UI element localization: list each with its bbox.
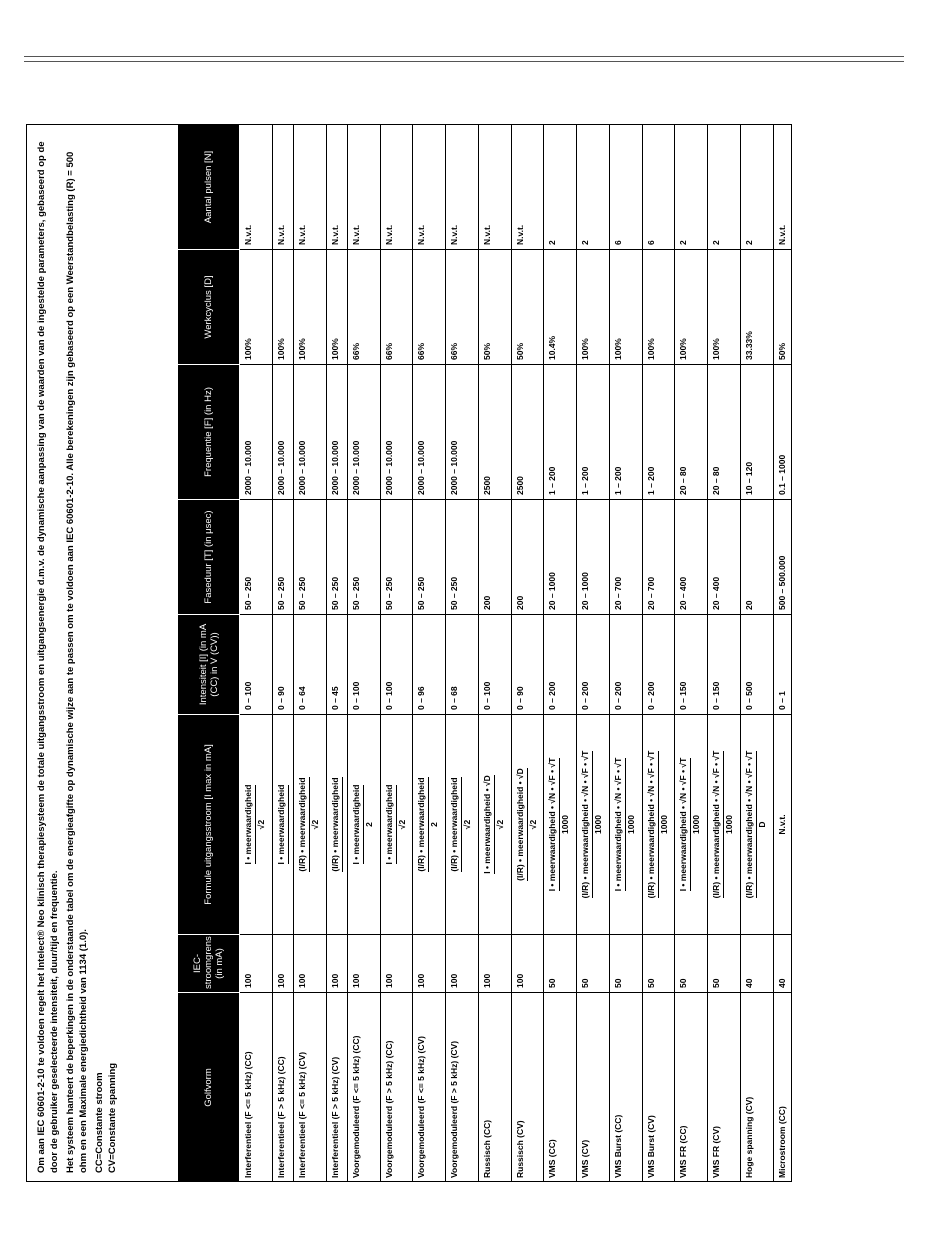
cell-aantal-pulsen: N.v.t.	[446, 125, 479, 250]
cell-aantal-pulsen: N.v.t.	[326, 125, 347, 250]
cell-faseduur: 500 – 500.000	[773, 500, 792, 615]
cell-faseduur: 50 – 250	[293, 500, 326, 615]
table-row	[675, 125, 708, 1183]
cell-intensiteit: 0 – 64	[293, 615, 326, 715]
intro-paragraph-2: Het systeem hanteert de beperkingen in de onderstaande tabel om de energieafgifte op dynamische wijze aan te passen om te voldoen aan IEC 60601-2-10. Alle berekeningen zijn gebaseerd op een Weerstandbelasting (R) = 500 ohm en een Maximale energiedichtheid van 1134 (1.0).	[65, 151, 89, 1173]
cell-frequentie: 20 – 80	[675, 365, 708, 500]
cell-golfvorm: Russisch (CV)	[511, 993, 544, 1183]
cell-formule	[708, 715, 741, 935]
cell-frequentie: 1 – 200	[577, 365, 610, 500]
formula-denominator: √2	[494, 819, 505, 830]
cell-aantal-pulsen: 2	[708, 125, 741, 250]
cell-werkcyclus: 50%	[511, 250, 544, 365]
header-aantal-pulsen: Aantal pulsen [N]	[178, 125, 240, 250]
cell-formule	[272, 715, 293, 935]
cell-werkcyclus: 66%	[413, 250, 446, 365]
formula-denominator: √2	[396, 819, 407, 830]
cell-werkcyclus: 66%	[446, 250, 479, 365]
cell-iec-stroomgrens: 100	[240, 935, 273, 993]
cell-intensiteit: 0 – 200	[609, 615, 642, 715]
formula-denominator: √2	[256, 819, 266, 830]
cell-faseduur: 20 – 700	[642, 500, 675, 615]
abbreviation-cv: CV=Constante spanning	[107, 1062, 118, 1173]
formula-denominator: 1000	[724, 815, 735, 834]
formula-numerator: I • meerwaardigheid • √N • √F • √T	[613, 758, 626, 892]
cell-iec-stroomgrens: 100	[511, 935, 544, 993]
cell-frequentie: 10 – 120	[741, 365, 774, 500]
header-golfvorm: Golfvorm	[178, 993, 240, 1183]
cell-formule	[380, 715, 413, 935]
cell-intensiteit: 0 – 200	[544, 615, 577, 715]
cell-werkcyclus: 50%	[478, 250, 511, 365]
table-row	[413, 125, 446, 1183]
cell-aantal-pulsen: 2	[544, 125, 577, 250]
cell-golfvorm: Voorgemoduleerd (F <= 5 kHz) (CC)	[347, 993, 380, 1183]
cell-golfvorm: Interferentieel (F <= 5 kHz) (CC)	[240, 993, 273, 1183]
cell-werkcyclus: 100%	[577, 250, 610, 365]
cell-formule	[478, 715, 511, 935]
cell-frequentie: 20 – 80	[708, 365, 741, 500]
cell-iec-stroomgrens: 50	[577, 935, 610, 993]
cell-frequentie: 2000 – 10.000	[272, 365, 293, 500]
table-row	[326, 125, 347, 1183]
formula-numerator: (I/R) • meerwaardigheid • √D	[515, 768, 528, 881]
cell-formule	[741, 715, 774, 935]
cell-aantal-pulsen: 2	[741, 125, 774, 250]
cell-faseduur: 20	[741, 500, 774, 615]
cell-frequentie: 2000 – 10.000	[293, 365, 326, 500]
cell-aantal-pulsen: N.v.t.	[347, 125, 380, 250]
formula-denominator: 1000	[625, 815, 636, 834]
cell-werkcyclus: 66%	[380, 250, 413, 365]
limits-table	[177, 124, 792, 1182]
cell-golfvorm: Interferentieel (F > 5 kHz) (CV)	[326, 993, 347, 1183]
cell-iec-stroomgrens: 50	[675, 935, 708, 993]
cell-faseduur: 50 – 250	[272, 500, 293, 615]
header-werkcyclus: Werkcyclus [D]	[178, 250, 240, 365]
formula-text: N.v.t.	[776, 814, 787, 835]
cell-frequentie: 2000 – 10.000	[326, 365, 347, 500]
cell-formule	[293, 715, 326, 935]
cell-golfvorm: VMS Burst (CC)	[609, 993, 642, 1183]
cell-frequentie: 2000 – 10.000	[446, 365, 479, 500]
cell-iec-stroomgrens: 40	[741, 935, 774, 993]
table-row	[272, 125, 293, 1183]
formula-numerator: I • meerwaardigheid • √N • √F • √T	[547, 758, 560, 892]
cell-golfvorm: Russisch (CC)	[478, 993, 511, 1183]
formula-numerator: I • meerwaardigheid	[384, 785, 397, 865]
cell-golfvorm: VMS FR (CV)	[708, 993, 741, 1183]
cell-werkcyclus: 100%	[642, 250, 675, 365]
cell-intensiteit: 0 – 100	[478, 615, 511, 715]
table-row	[347, 125, 380, 1183]
formula-numerator: I • meerwaardigheid	[243, 785, 256, 865]
cell-iec-stroomgrens: 100	[326, 935, 347, 993]
cell-iec-stroomgrens: 100	[478, 935, 511, 993]
cell-werkcyclus: 10.4%	[544, 250, 577, 365]
cell-golfvorm: Microstroom (CC)	[773, 993, 792, 1183]
intro-block	[27, 125, 177, 1182]
cell-faseduur: 200	[511, 500, 544, 615]
formula-denominator: 1000	[593, 815, 604, 834]
table-header-row	[178, 125, 240, 1183]
cell-golfvorm: Hoge spanning (CV)	[741, 993, 774, 1183]
cell-iec-stroomgrens: 100	[272, 935, 293, 993]
cell-formule	[446, 715, 479, 935]
cell-frequentie: 1 – 200	[544, 365, 577, 500]
formula-denominator: √2	[527, 819, 538, 830]
cell-intensiteit: 0 – 200	[577, 615, 610, 715]
formula-denominator: 1000	[658, 815, 669, 834]
table-row	[642, 125, 675, 1183]
cell-aantal-pulsen: 6	[609, 125, 642, 250]
cell-faseduur: 50 – 250	[413, 500, 446, 615]
cell-faseduur: 20 – 1000	[577, 500, 610, 615]
cell-formule	[326, 715, 347, 935]
cell-werkcyclus: 100%	[293, 250, 326, 365]
cell-formule	[609, 715, 642, 935]
cell-werkcyclus: 100%	[708, 250, 741, 365]
formula-denominator: 1000	[691, 815, 702, 834]
cell-werkcyclus: 100%	[240, 250, 273, 365]
cell-intensiteit: 0 – 90	[511, 615, 544, 715]
cell-werkcyclus: 100%	[609, 250, 642, 365]
cell-iec-stroomgrens: 100	[347, 935, 380, 993]
table-row	[446, 125, 479, 1183]
cell-aantal-pulsen: N.v.t.	[293, 125, 326, 250]
cell-formule	[773, 715, 792, 935]
document-page	[26, 124, 792, 1182]
intro-paragraph-1: Om aan IEC 60601-2-10 te voldoen regelt het Intelect® Neo klinisch therapiesysteem de totale uitgangsstroom en uitgangsenergie d.m.v. de dynamische aanpassing van de waarden van de ingestelde parameters, gebaseerd op de door de gebruiker geselecteerde intensiteit, duur/tijd en frequentie.	[36, 141, 60, 1173]
formula-numerator: (I/R) • meerwaardigheid	[416, 777, 429, 871]
cell-iec-stroomgrens: 50	[609, 935, 642, 993]
cell-intensiteit: 0 – 500	[741, 615, 774, 715]
cell-golfvorm: Voorgemoduleerd (F > 5 kHz) (CV)	[446, 993, 479, 1183]
cell-aantal-pulsen: N.v.t.	[511, 125, 544, 250]
header-iec-stroomgrens: IEC-stroomgrens (in mA)	[178, 935, 240, 993]
formula-numerator: (I/R) • meerwaardigheid • √N • √F • √T	[711, 751, 724, 899]
cell-intensiteit: 0 – 200	[642, 615, 675, 715]
cell-aantal-pulsen: 2	[675, 125, 708, 250]
cell-frequentie: 0.1 – 1000	[773, 365, 792, 500]
cell-faseduur: 50 – 250	[347, 500, 380, 615]
table-row	[293, 125, 326, 1183]
cell-golfvorm: Voorgemoduleerd (F <= 5 kHz) (CV)	[413, 993, 446, 1183]
formula-numerator: (I/R) • meerwaardigheid	[297, 777, 310, 871]
cell-faseduur: 200	[478, 500, 511, 615]
cell-formule	[511, 715, 544, 935]
cell-iec-stroomgrens: 100	[293, 935, 326, 993]
header-formule: Formule uitgangsstroom [I max in mA]	[178, 715, 240, 935]
table-row	[708, 125, 741, 1183]
cell-aantal-pulsen: N.v.t.	[272, 125, 293, 250]
formula-denominator: √2	[462, 819, 473, 830]
cell-golfvorm: VMS (CC)	[544, 993, 577, 1183]
cell-faseduur: 20 – 700	[609, 500, 642, 615]
cell-aantal-pulsen: N.v.t.	[478, 125, 511, 250]
cell-intensiteit: 0 – 45	[326, 615, 347, 715]
cell-intensiteit: 0 – 100	[347, 615, 380, 715]
cell-faseduur: 20 – 1000	[544, 500, 577, 615]
formula-denominator: 1000	[560, 815, 571, 834]
cell-frequentie: 1 – 200	[642, 365, 675, 500]
cell-werkcyclus: 33.33%	[741, 250, 774, 365]
cell-frequentie: 2000 – 10.000	[240, 365, 273, 500]
formula-numerator: I • meerwaardigheid	[276, 785, 289, 865]
table-row	[380, 125, 413, 1183]
cell-werkcyclus: 100%	[272, 250, 293, 365]
cell-formule	[413, 715, 446, 935]
cell-intensiteit: 0 – 96	[413, 615, 446, 715]
cell-iec-stroomgrens: 50	[544, 935, 577, 993]
cell-faseduur: 20 – 400	[708, 500, 741, 615]
cell-frequentie: 2500	[511, 365, 544, 500]
cell-intensiteit: 0 – 1	[773, 615, 792, 715]
cell-golfvorm: VMS Burst (CV)	[642, 993, 675, 1183]
table-row	[577, 125, 610, 1183]
cell-intensiteit: 0 – 100	[380, 615, 413, 715]
table-row	[741, 125, 774, 1183]
cell-golfvorm: Interferentieel (F > 5 kHz) (CC)	[272, 993, 293, 1183]
cell-faseduur: 50 – 250	[446, 500, 479, 615]
cell-faseduur: 50 – 250	[380, 500, 413, 615]
formula-numerator: I • meerwaardigheid • √N • √F • √T	[678, 758, 691, 892]
cell-formule	[642, 715, 675, 935]
cell-frequentie: 2000 – 10.000	[413, 365, 446, 500]
formula-denominator: √2	[309, 819, 320, 830]
cell-intensiteit: 0 – 150	[675, 615, 708, 715]
cell-formule	[675, 715, 708, 935]
cell-formule	[347, 715, 380, 935]
cell-werkcyclus: 50%	[773, 250, 792, 365]
cell-iec-stroomgrens: 50	[642, 935, 675, 993]
formula-denominator: 2	[429, 822, 440, 827]
cell-golfvorm: Voorgemoduleerd (F > 5 kHz) (CC)	[380, 993, 413, 1183]
table-row	[544, 125, 577, 1183]
cell-formule	[544, 715, 577, 935]
table-row	[240, 125, 273, 1183]
cell-iec-stroomgrens: 100	[380, 935, 413, 993]
formula-numerator: (I/R) • meerwaardigheid	[449, 777, 462, 871]
cell-frequentie: 2000 – 10.000	[380, 365, 413, 500]
table-row	[609, 125, 642, 1183]
cell-aantal-pulsen: N.v.t.	[240, 125, 273, 250]
header-faseduur: Faseduur [T] (in μsec)	[178, 500, 240, 615]
cell-iec-stroomgrens: 100	[413, 935, 446, 993]
cell-formule	[577, 715, 610, 935]
cell-frequentie: 2500	[478, 365, 511, 500]
cell-intensiteit: 0 – 100	[240, 615, 273, 715]
cell-aantal-pulsen: N.v.t.	[380, 125, 413, 250]
cell-golfvorm: Interferentieel (F <= 5 kHz) (CV)	[293, 993, 326, 1183]
formula-numerator: I • meerwaardigheid	[351, 785, 364, 865]
cell-faseduur: 20 – 400	[675, 500, 708, 615]
formula-numerator: I • meerwaardigheid • √D	[482, 775, 495, 873]
header-frequentie: Frequentie [F] (in Hz)	[178, 365, 240, 500]
cell-werkcyclus: 100%	[675, 250, 708, 365]
cell-intensiteit: 0 – 90	[272, 615, 293, 715]
table-row	[478, 125, 511, 1183]
formula-denominator: 2	[363, 822, 374, 827]
cell-aantal-pulsen: 6	[642, 125, 675, 250]
cell-aantal-pulsen: N.v.t.	[773, 125, 792, 250]
cell-frequentie: 2000 – 10.000	[347, 365, 380, 500]
cell-werkcyclus: 100%	[326, 250, 347, 365]
cell-intensiteit: 0 – 150	[708, 615, 741, 715]
cell-iec-stroomgrens: 50	[708, 935, 741, 993]
formula-numerator: (I/R) • meerwaardigheid • √N • √F • √T	[744, 751, 757, 899]
header-rule	[24, 56, 904, 62]
header-intensiteit: Intensiteit [I] (in mA (CC) in V (CV))	[178, 615, 240, 715]
rotated-content	[27, 125, 792, 1182]
cell-formule	[240, 715, 273, 935]
formula-numerator: (I/R) • meerwaardigheid • √N • √F • √T	[580, 751, 593, 899]
table-row	[773, 125, 792, 1183]
cell-golfvorm: VMS FR (CC)	[675, 993, 708, 1183]
table-row	[511, 125, 544, 1183]
formula-numerator: (I/R) • meerwaardigheid	[330, 777, 343, 871]
cell-intensiteit: 0 – 68	[446, 615, 479, 715]
cell-frequentie: 1 – 200	[609, 365, 642, 500]
cell-faseduur: 50 – 250	[240, 500, 273, 615]
cell-werkcyclus: 66%	[347, 250, 380, 365]
formula-numerator: (I/R) • meerwaardigheid • √N • √F • √T	[646, 751, 659, 899]
cell-faseduur: 50 – 250	[326, 500, 347, 615]
cell-golfvorm: VMS (CV)	[577, 993, 610, 1183]
cell-aantal-pulsen: N.v.t.	[413, 125, 446, 250]
cell-aantal-pulsen: 2	[577, 125, 610, 250]
abbreviation-cc: CC=Constante stroom	[94, 1072, 105, 1173]
cell-iec-stroomgrens: 100	[446, 935, 479, 993]
cell-iec-stroomgrens: 40	[773, 935, 792, 993]
formula-denominator: D	[757, 821, 767, 828]
